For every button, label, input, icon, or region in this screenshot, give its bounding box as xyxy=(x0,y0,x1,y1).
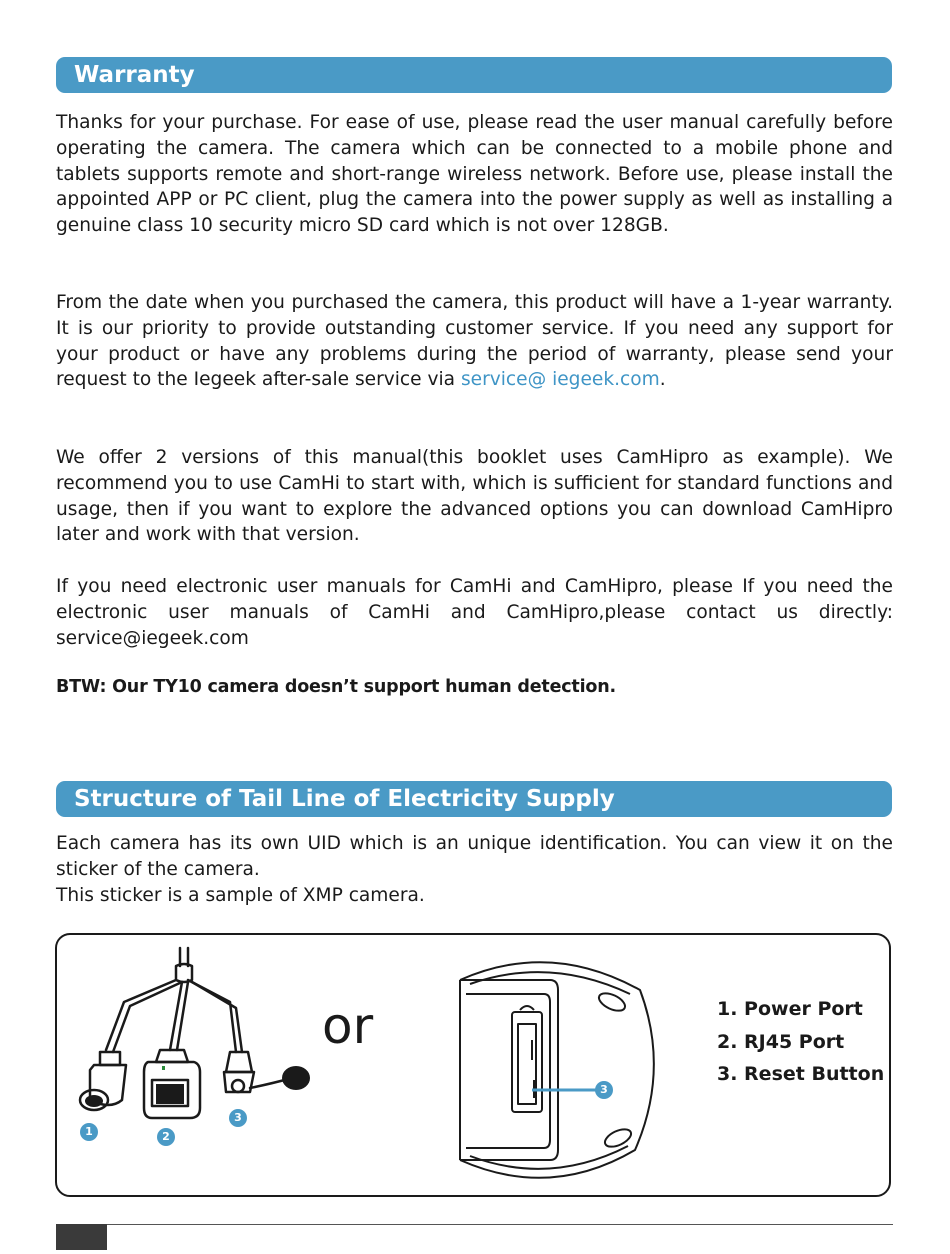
badge-rj45-port: 2 xyxy=(157,1128,175,1146)
structure-heading: Structure of Tail Line of Electricity Supply xyxy=(56,781,892,817)
warranty-heading: Warranty xyxy=(56,57,892,93)
port-legend xyxy=(717,993,884,1091)
legend-item-reset-button: 3. Reset Button xyxy=(717,1063,885,1085)
footer-rule xyxy=(56,1224,893,1225)
service-email-link[interactable]: service@ iegeek.com xyxy=(460,369,660,391)
badge-power-port: 1 xyxy=(80,1123,98,1141)
warranty-paragraph-versions: We offer 2 versions of this manual(this booklet uses CamHipro as example). We recommend you to use CamHi to start with, which is sufficient for standard functions and usage, then if you want to explore the advanced options you can download CamHipro later and work with that version. xyxy=(56,447,893,546)
warranty-service-period: . xyxy=(659,369,666,391)
legend-item-power-port: 1. Power Port xyxy=(717,998,863,1020)
or-separator: or xyxy=(322,997,374,1055)
legend-item-rj45-port: 2. RJ45 Port xyxy=(717,1030,845,1053)
badge-reset-camera: 3 xyxy=(595,1081,613,1099)
structure-paragraph-sticker: This sticker is a sample of XMP camera. xyxy=(56,885,425,906)
warranty-paragraph-manuals: If you need electronic user manuals for CamHi and CamHipro, please If you need the electronic user manuals of CamHi and CamHipro,please contact us directly: service@iegeek.com xyxy=(56,576,893,649)
camera-sd-slot-illustration xyxy=(450,950,660,1190)
detection-note: BTW: Our TY10 camera doesn’t support human detection. xyxy=(56,677,616,697)
warranty-service-text: From the date when you purchased the camera, this product will have a 1-year warranty. It is our priority to provide outstanding customer service. If you need any support for your product or have any problems during the period of warranty, please send your request to the Iegeek after-sale service via xyxy=(56,292,893,391)
warranty-paragraph-service xyxy=(56,290,893,393)
badge-reset-cable: 3 xyxy=(229,1109,247,1127)
tail-cable-illustration xyxy=(60,940,340,1180)
warranty-paragraph-intro: Thanks for your purchase. For ease of use, please read the user manual carefully before operating the camera. The camera which can be connected to a mobile phone and tablets supports remote and short-range wireless network. Before use, please install the appointed APP or PC client, plug the camera into the power supply as well as installing a genuine class 10 security micro SD card which is not over 128GB. xyxy=(56,112,893,237)
structure-paragraph-uid: Each camera has its own UID which is an unique identification. You can view it on the sticker of the camera. xyxy=(56,833,893,880)
footer-page-tab xyxy=(56,1224,107,1250)
